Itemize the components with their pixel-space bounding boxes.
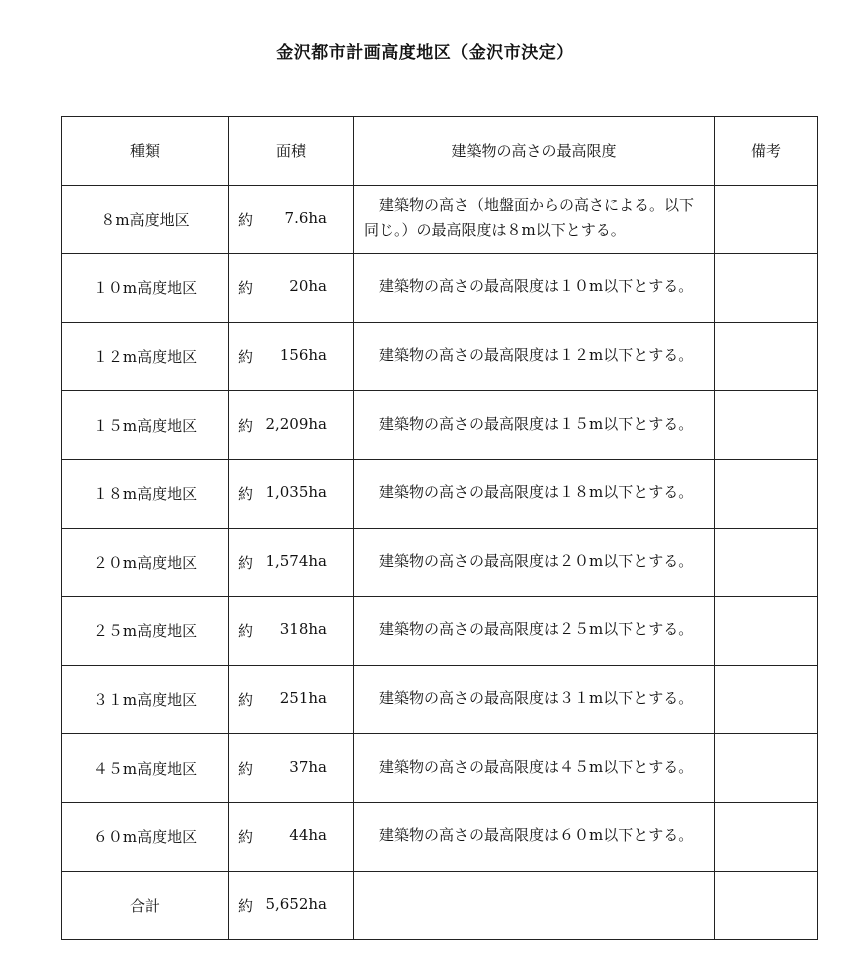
area-value: 7.6ha — [284, 208, 327, 227]
table-row — [62, 734, 818, 803]
district-type: ２５m高度地区 — [62, 597, 229, 666]
height-limit-text: 建築物の高さの最高限度は１８m以下とする。 — [379, 483, 694, 502]
header-type: 種類 — [62, 117, 229, 186]
height-limit-cell — [354, 802, 715, 871]
area-value: 156ha — [279, 346, 327, 365]
table-row — [62, 597, 818, 666]
height-limit-cell — [354, 391, 715, 460]
height-limit-text: 建築物の高さの最高限度は１２m以下とする。 — [379, 346, 694, 365]
district-type: ４５m高度地区 — [62, 734, 229, 803]
height-limit-cell — [354, 322, 715, 391]
area-cell — [229, 254, 354, 323]
total-limit-cell — [354, 871, 715, 940]
area-cell — [229, 528, 354, 597]
area-prefix: 約 — [238, 416, 254, 435]
table-row — [62, 322, 818, 391]
area-cell — [229, 459, 354, 528]
document-title: 金沢都市計画高度地区（金沢市決定） — [276, 43, 574, 63]
area-value: 37ha — [289, 757, 327, 776]
district-type: ３１m高度地区 — [62, 665, 229, 734]
table-row — [62, 391, 818, 460]
height-limit-text: 建築物の高さの最高限度は６０m以下とする。 — [379, 826, 694, 845]
total-area-value: 5,652ha — [265, 894, 327, 913]
table-row — [62, 665, 818, 734]
note-cell — [715, 254, 818, 323]
area-prefix: 約 — [238, 553, 254, 572]
district-type: ８m高度地区 — [62, 185, 229, 254]
area-cell — [229, 802, 354, 871]
area-prefix: 約 — [238, 485, 254, 504]
note-cell — [715, 391, 818, 460]
district-type: １５m高度地区 — [62, 391, 229, 460]
area-prefix: 約 — [238, 691, 254, 710]
table-row — [62, 254, 818, 323]
table-row — [62, 802, 818, 871]
area-value: 20ha — [289, 277, 327, 296]
district-type: １０m高度地区 — [62, 254, 229, 323]
area-cell — [229, 185, 354, 254]
district-type: １８m高度地区 — [62, 459, 229, 528]
area-value: 44ha — [289, 826, 327, 845]
height-limit-cell — [354, 185, 715, 254]
area-cell — [229, 597, 354, 666]
area-cell — [229, 322, 354, 391]
note-cell — [715, 734, 818, 803]
note-cell — [715, 665, 818, 734]
area-prefix: 約 — [238, 210, 254, 229]
height-limit-text: 建築物の高さ（地盤面からの高さによる。以下同じ。）の最高限度は８m以下とする。 — [364, 196, 695, 240]
table-body — [62, 185, 818, 871]
area-value: 251ha — [279, 689, 327, 708]
table-row — [62, 459, 818, 528]
table-header-row — [62, 117, 818, 186]
height-limit-text: 建築物の高さの最高限度は２０m以下とする。 — [379, 551, 694, 570]
height-limit-text: 建築物の高さの最高限度は４５m以下とする。 — [379, 757, 694, 776]
area-value: 2,209ha — [265, 414, 327, 433]
area-cell — [229, 734, 354, 803]
district-type: １２m高度地区 — [62, 322, 229, 391]
area-cell — [229, 391, 354, 460]
height-limit-text: 建築物の高さの最高限度は１５m以下とする。 — [379, 414, 694, 433]
district-type: ６０m高度地区 — [62, 802, 229, 871]
note-cell — [715, 597, 818, 666]
height-limit-cell — [354, 459, 715, 528]
height-district-table — [61, 116, 818, 940]
note-cell — [715, 459, 818, 528]
height-limit-text: 建築物の高さの最高限度は２５m以下とする。 — [379, 620, 694, 639]
height-limit-cell — [354, 528, 715, 597]
area-prefix: 約 — [238, 622, 254, 641]
header-note: 備考 — [715, 117, 818, 186]
height-limit-text: 建築物の高さの最高限度は１０m以下とする。 — [379, 277, 694, 296]
height-limit-cell — [354, 597, 715, 666]
area-value: 1,574ha — [265, 551, 327, 570]
note-cell — [715, 528, 818, 597]
height-limit-cell — [354, 254, 715, 323]
total-note-cell — [715, 871, 818, 940]
total-area-prefix: 約 — [238, 896, 254, 915]
area-prefix: 約 — [238, 759, 254, 778]
note-cell — [715, 185, 818, 254]
total-label: 合計 — [62, 871, 229, 940]
table-row — [62, 185, 818, 254]
area-prefix: 約 — [238, 348, 254, 367]
height-limit-cell — [354, 665, 715, 734]
district-type: ２０m高度地区 — [62, 528, 229, 597]
note-cell — [715, 802, 818, 871]
height-limit-cell — [354, 734, 715, 803]
header-area: 面積 — [229, 117, 354, 186]
area-value: 1,035ha — [265, 483, 327, 502]
area-prefix: 約 — [238, 828, 254, 847]
header-limit: 建築物の高さの最高限度 — [354, 117, 715, 186]
total-row — [62, 871, 818, 940]
note-cell — [715, 322, 818, 391]
area-value: 318ha — [279, 620, 327, 639]
height-limit-text: 建築物の高さの最高限度は３１m以下とする。 — [379, 689, 694, 708]
total-area-cell — [229, 871, 354, 940]
table-row — [62, 528, 818, 597]
area-prefix: 約 — [238, 279, 254, 298]
area-cell — [229, 665, 354, 734]
